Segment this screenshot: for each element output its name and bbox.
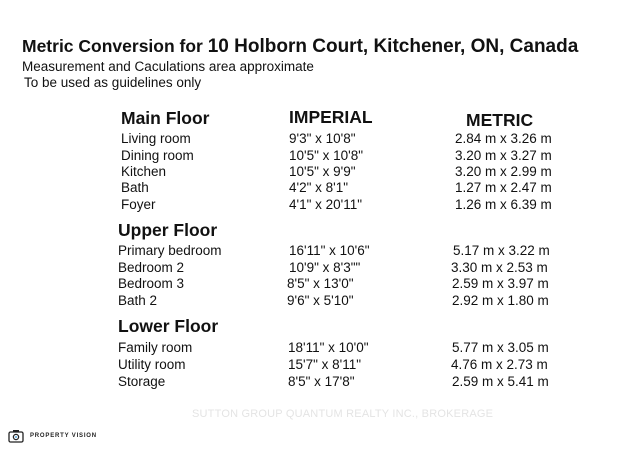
note-line-2: To be used as guidelines only (24, 75, 202, 90)
floor-heading-lower: Lower Floor (118, 316, 219, 336)
room-imperial: 8'5" x 13'0" (287, 276, 354, 291)
room-metric: 3.20 m x 2.99 m (455, 164, 552, 179)
room-name: Dining room (121, 148, 194, 163)
room-metric: 5.17 m x 3.22 m (453, 243, 550, 258)
camera-icon (8, 429, 24, 443)
room-metric: 3.20 m x 3.27 m (455, 148, 552, 163)
room-metric: 2.84 m x 3.26 m (455, 131, 552, 146)
room-metric: 3.30 m x 2.53 m (451, 260, 548, 275)
property-vision-logo (8, 429, 97, 443)
room-imperial: 15'7" x 8'11" (288, 357, 362, 372)
room-name: Foyer (121, 197, 156, 212)
room-metric: 2.59 m x 3.97 m (452, 276, 549, 291)
title-address: 10 Holborn Court, Kitchener, ON, Canada (207, 36, 579, 57)
room-imperial: 10'5" x 9'9" (289, 164, 356, 179)
room-name: Primary bedroom (118, 243, 222, 258)
room-imperial: 16'11" x 10'6" (289, 243, 370, 258)
room-name: Family room (118, 340, 193, 355)
room-name: Storage (118, 374, 166, 389)
logo-text: PROPERTY VISION (30, 433, 97, 439)
room-imperial: 10'9" x 8'3"" (289, 260, 361, 275)
brokerage-watermark: SUTTON GROUP QUANTUM REALTY INC., BROKERAGE (192, 408, 494, 420)
room-name: Bath (121, 180, 149, 195)
page-title (22, 36, 578, 58)
room-imperial: 18'11" x 10'0" (288, 340, 369, 355)
room-name: Living room (121, 131, 191, 146)
room-name: Kitchen (121, 164, 167, 179)
room-name: Bath 2 (118, 293, 158, 308)
room-metric: 2.59 m x 5.41 m (452, 374, 549, 389)
room-metric: 2.92 m x 1.80 m (452, 293, 549, 308)
room-imperial: 8'5" x 17'8" (288, 374, 355, 389)
room-metric: 1.27 m x 2.47 m (455, 180, 552, 195)
imperial-header: IMPERIAL (289, 107, 373, 127)
room-imperial: 4'2" x 8'1" (289, 180, 349, 195)
note-line-1: Measurement and Caculations area approximate (22, 59, 314, 74)
room-name: Utility room (118, 357, 186, 372)
room-imperial: 4'1" x 20'11" (289, 197, 363, 212)
room-imperial: 10'5" x 10'8" (289, 148, 364, 163)
room-metric: 4.76 m x 2.73 m (451, 357, 548, 372)
room-metric: 1.26 m x 6.39 m (455, 197, 552, 212)
room-metric: 5.77 m x 3.05 m (452, 340, 549, 355)
floor-heading-upper: Upper Floor (118, 220, 218, 240)
metric-header: METRIC (466, 110, 534, 130)
room-imperial: 9'6" x 5'10" (287, 293, 354, 308)
floor-heading-main: Main Floor (121, 108, 210, 128)
room-name: Bedroom 3 (118, 276, 185, 291)
room-imperial: 9'3" x 10'8" (289, 131, 356, 146)
room-name: Bedroom 2 (118, 260, 185, 275)
title-prefix: Metric Conversion for (22, 36, 208, 56)
